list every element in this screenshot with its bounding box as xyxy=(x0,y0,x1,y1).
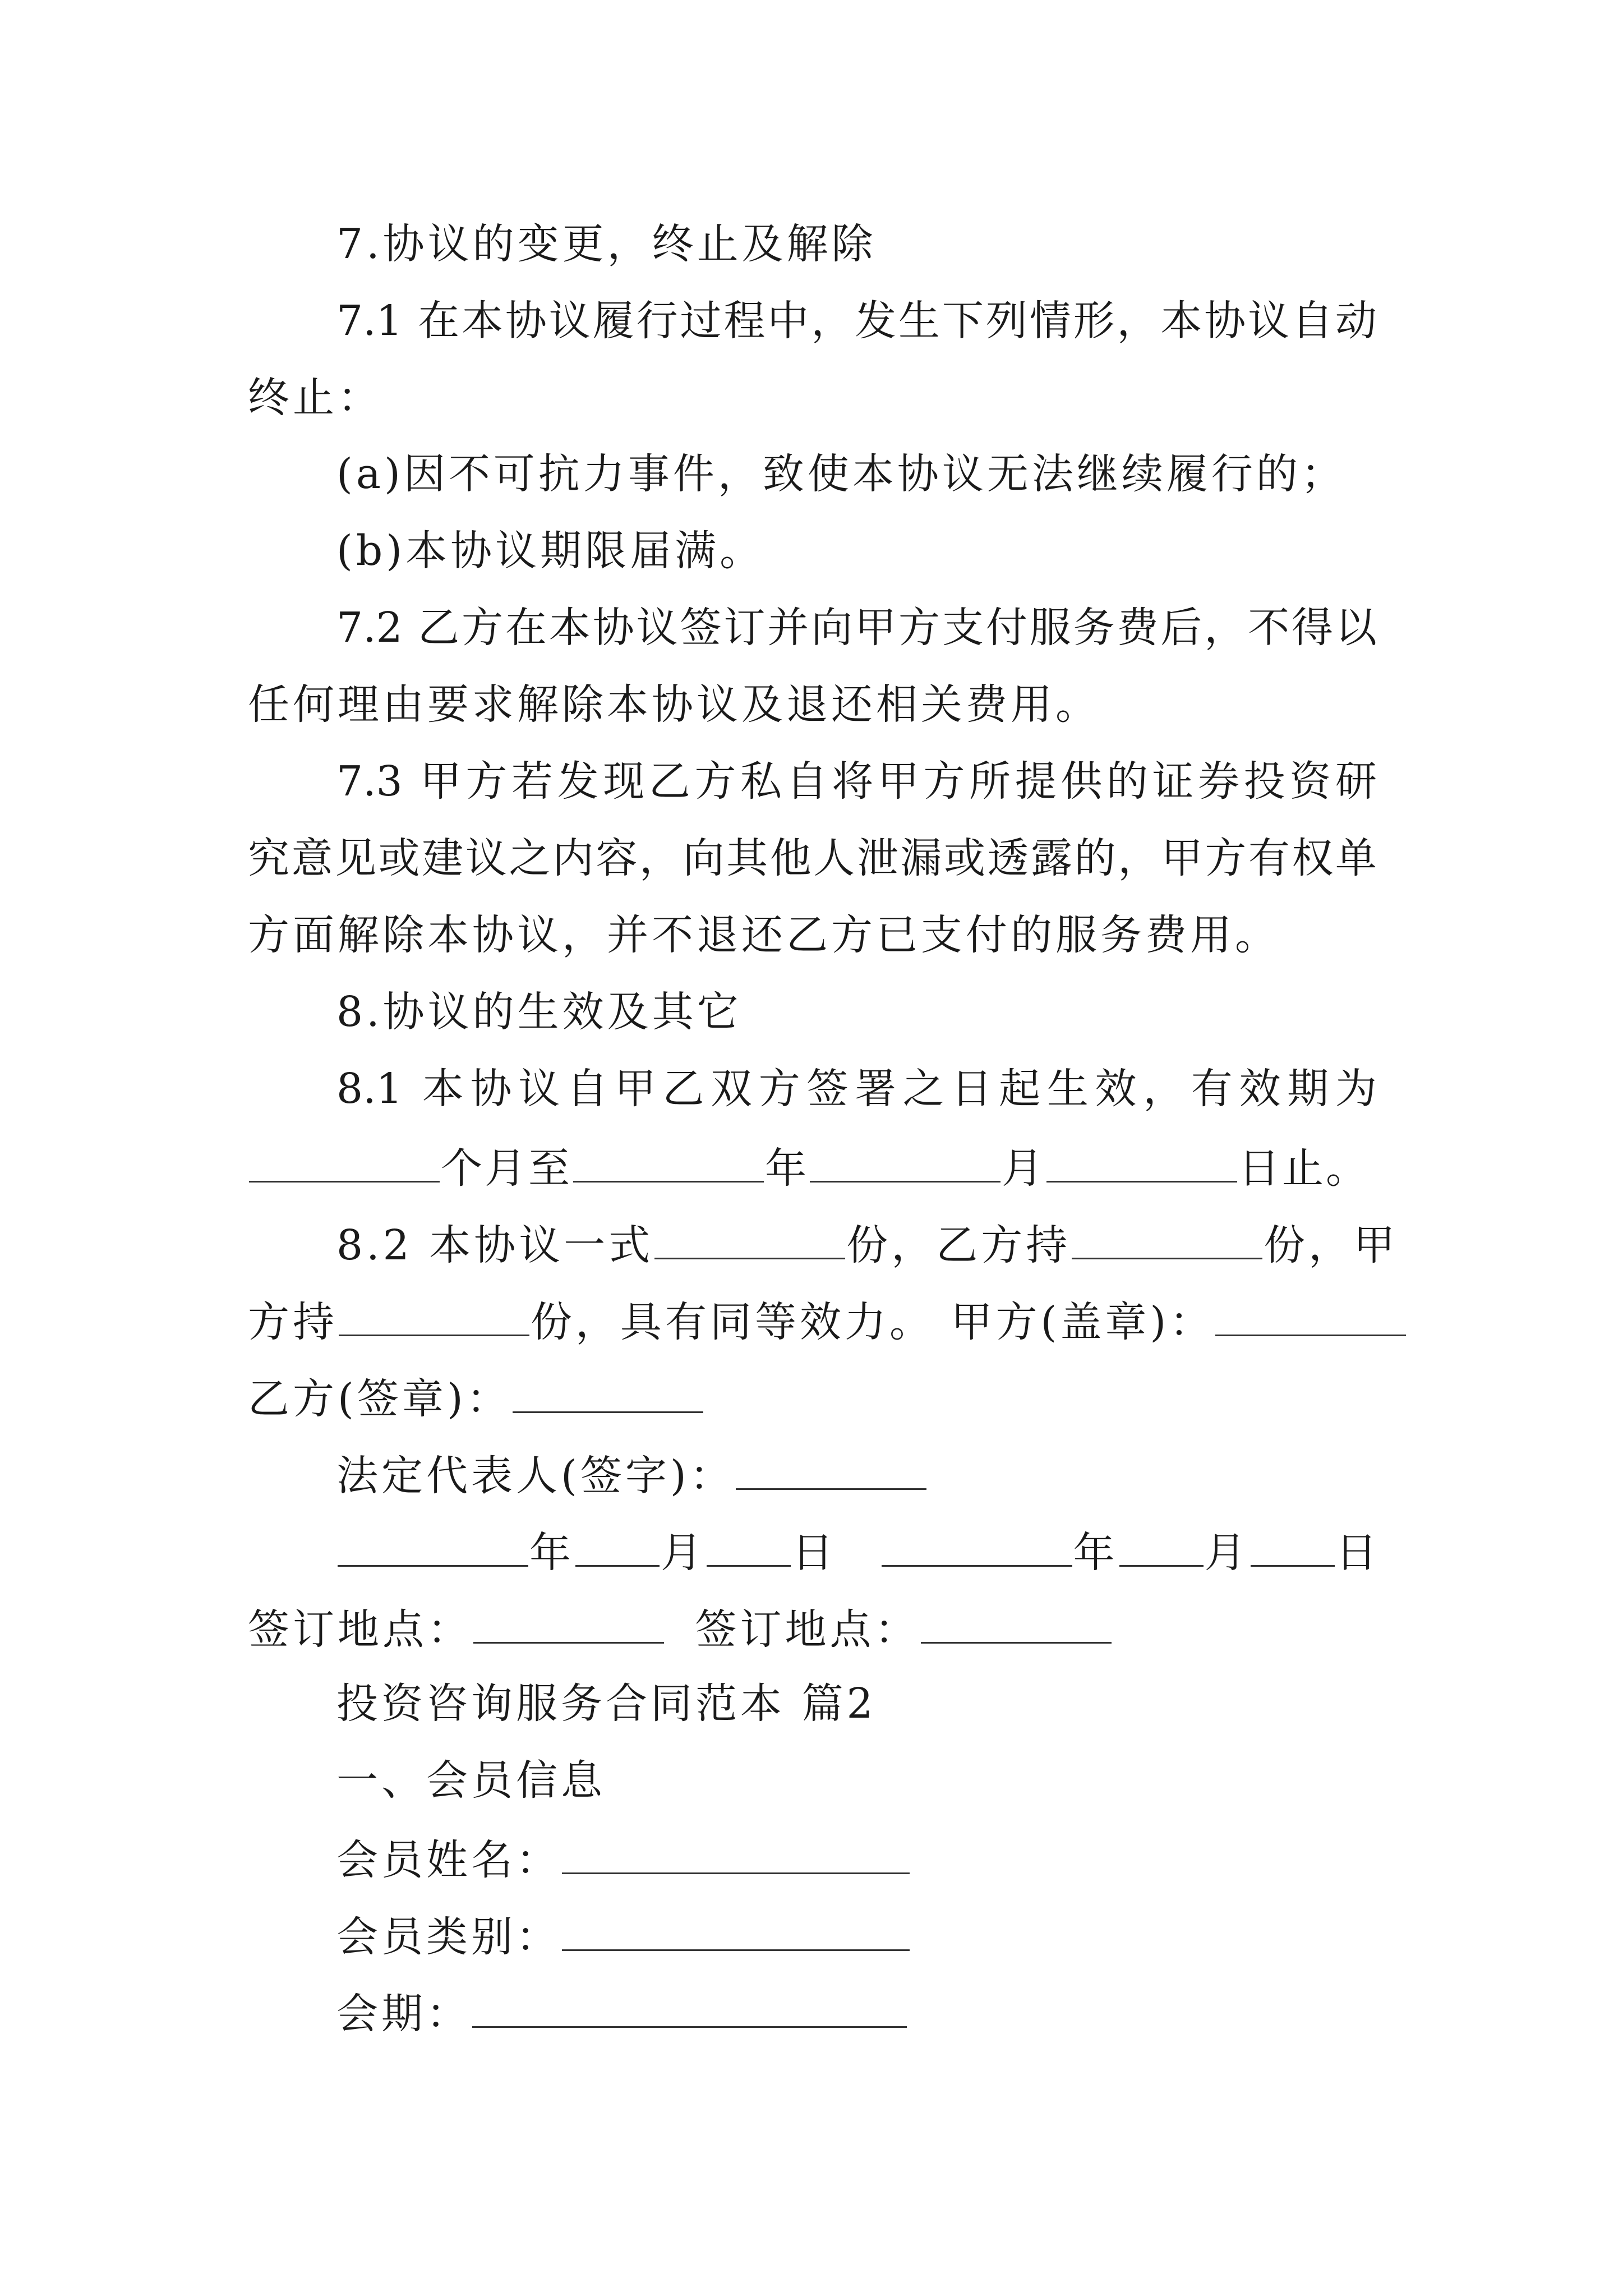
paragraph-7-3-line-3: 方面解除本协议，并不退还乙方已支付的服务费用。 xyxy=(248,911,1280,959)
member-name-blank[interactable] xyxy=(562,1837,910,1874)
member-name-line xyxy=(336,1836,911,1884)
signing-place-b-label: 签订地点： xyxy=(695,1605,920,1654)
party-a-copies-blank[interactable] xyxy=(339,1299,529,1336)
paragraph-7-3-line-1: 7.3 甲方若发现乙方私自将甲方所提供的证券投资研 xyxy=(336,757,1377,806)
signing-place-a-label: 签订地点： xyxy=(248,1605,472,1654)
date-b-month-blank[interactable] xyxy=(1119,1529,1204,1567)
date-a-year-blank[interactable] xyxy=(338,1529,528,1567)
signing-dates-line xyxy=(336,1529,1381,1577)
date-a-year-label: 年 xyxy=(529,1529,574,1577)
date-b-year-blank[interactable] xyxy=(882,1529,1072,1567)
text-month: 月 xyxy=(1002,1144,1045,1193)
legal-rep-label: 法定代表人(签字)： xyxy=(336,1452,735,1500)
legal-rep-line xyxy=(336,1452,928,1500)
end-month-blank[interactable] xyxy=(810,1145,1000,1182)
paragraph-7-2-line-2: 任何理由要求解除本协议及退还相关费用。 xyxy=(248,680,1100,729)
date-b-month-label: 月 xyxy=(1204,1529,1249,1577)
section-one-heading: 一、会员信息 xyxy=(336,1756,606,1805)
paragraph-8-1-line-1: 8.1 本协议自甲乙双方签署之日起生效，有效期为 xyxy=(336,1065,1377,1113)
section-8-title: 8.协议的生效及其它 xyxy=(336,988,742,1036)
date-a-day-label: 日 xyxy=(792,1529,837,1577)
signing-place-b-blank[interactable] xyxy=(921,1606,1112,1644)
text-party-a-holds: 方持 xyxy=(248,1298,338,1346)
text-party-b-holds: 份，乙方持 xyxy=(846,1221,1071,1269)
party-b-signature-blank[interactable] xyxy=(513,1375,703,1413)
member-type-label: 会员类别： xyxy=(336,1913,561,1961)
date-b-year-label: 年 xyxy=(1073,1529,1118,1577)
party-a-seal-blank[interactable] xyxy=(1215,1299,1406,1336)
paragraph-7-1-line-2: 终止： xyxy=(248,374,382,422)
text-copies-total: 8.2 本协议一式 xyxy=(336,1221,654,1269)
text-party-a-seal: 份，具有同等效力。 甲方(盖章)： xyxy=(531,1298,1215,1346)
date-a-day-blank[interactable] xyxy=(707,1529,791,1567)
signing-place-a-blank[interactable] xyxy=(473,1606,664,1644)
signing-place-line xyxy=(248,1605,1113,1654)
paragraph-7-3-line-2: 究意见或建议之内容，向其他人泄漏或透露的，甲方有权单 xyxy=(248,834,1377,882)
member-period-line xyxy=(336,1990,908,2038)
paragraph-7-1-line-1: 7.1 在本协议履行过程中，发生下列情形，本协议自动 xyxy=(336,297,1377,345)
clause-7-1-b: (b)本协议期限届满。 xyxy=(336,527,765,575)
article-2-title: 投资咨询服务合同范本 篇2 xyxy=(336,1680,877,1728)
member-type-blank[interactable] xyxy=(562,1913,910,1951)
text-months-to: 个月至 xyxy=(441,1144,572,1193)
text-day-end: 日止。 xyxy=(1238,1144,1370,1193)
total-copies-blank[interactable] xyxy=(654,1222,845,1259)
end-year-blank[interactable] xyxy=(573,1145,764,1182)
member-type-line xyxy=(336,1913,911,1961)
legal-rep-blank[interactable] xyxy=(736,1452,926,1490)
text-party-a-start: 份，甲 xyxy=(1264,1221,1399,1269)
section-7-title: 7.协议的变更，终止及解除 xyxy=(336,220,877,268)
member-period-label: 会期： xyxy=(336,1990,471,2038)
member-period-blank[interactable] xyxy=(472,1990,907,2028)
months-blank[interactable] xyxy=(249,1145,440,1182)
date-a-month-label: 月 xyxy=(661,1529,706,1577)
text-year: 年 xyxy=(765,1144,809,1193)
member-name-label: 会员姓名： xyxy=(336,1836,561,1884)
party-b-copies-blank[interactable] xyxy=(1072,1222,1262,1259)
date-b-day-blank[interactable] xyxy=(1251,1529,1335,1567)
party-b-signature-label: 乙方(签章)： xyxy=(248,1375,511,1423)
party-b-signature-line xyxy=(248,1375,704,1423)
clause-7-1-a: (a)因不可抗力事件，致使本协议无法继续履行的； xyxy=(336,450,1346,498)
end-day-blank[interactable] xyxy=(1046,1145,1237,1182)
paragraph-8-2-line-2 xyxy=(248,1298,1407,1346)
paragraph-8-1-line-2 xyxy=(248,1144,1370,1193)
date-b-day-label: 日 xyxy=(1335,1529,1381,1577)
paragraph-8-2-line-1 xyxy=(336,1221,1399,1269)
paragraph-7-2-line-1: 7.2 乙方在本协议签订并向甲方支付服务费后，不得以 xyxy=(336,604,1377,652)
date-a-month-blank[interactable] xyxy=(575,1529,660,1567)
